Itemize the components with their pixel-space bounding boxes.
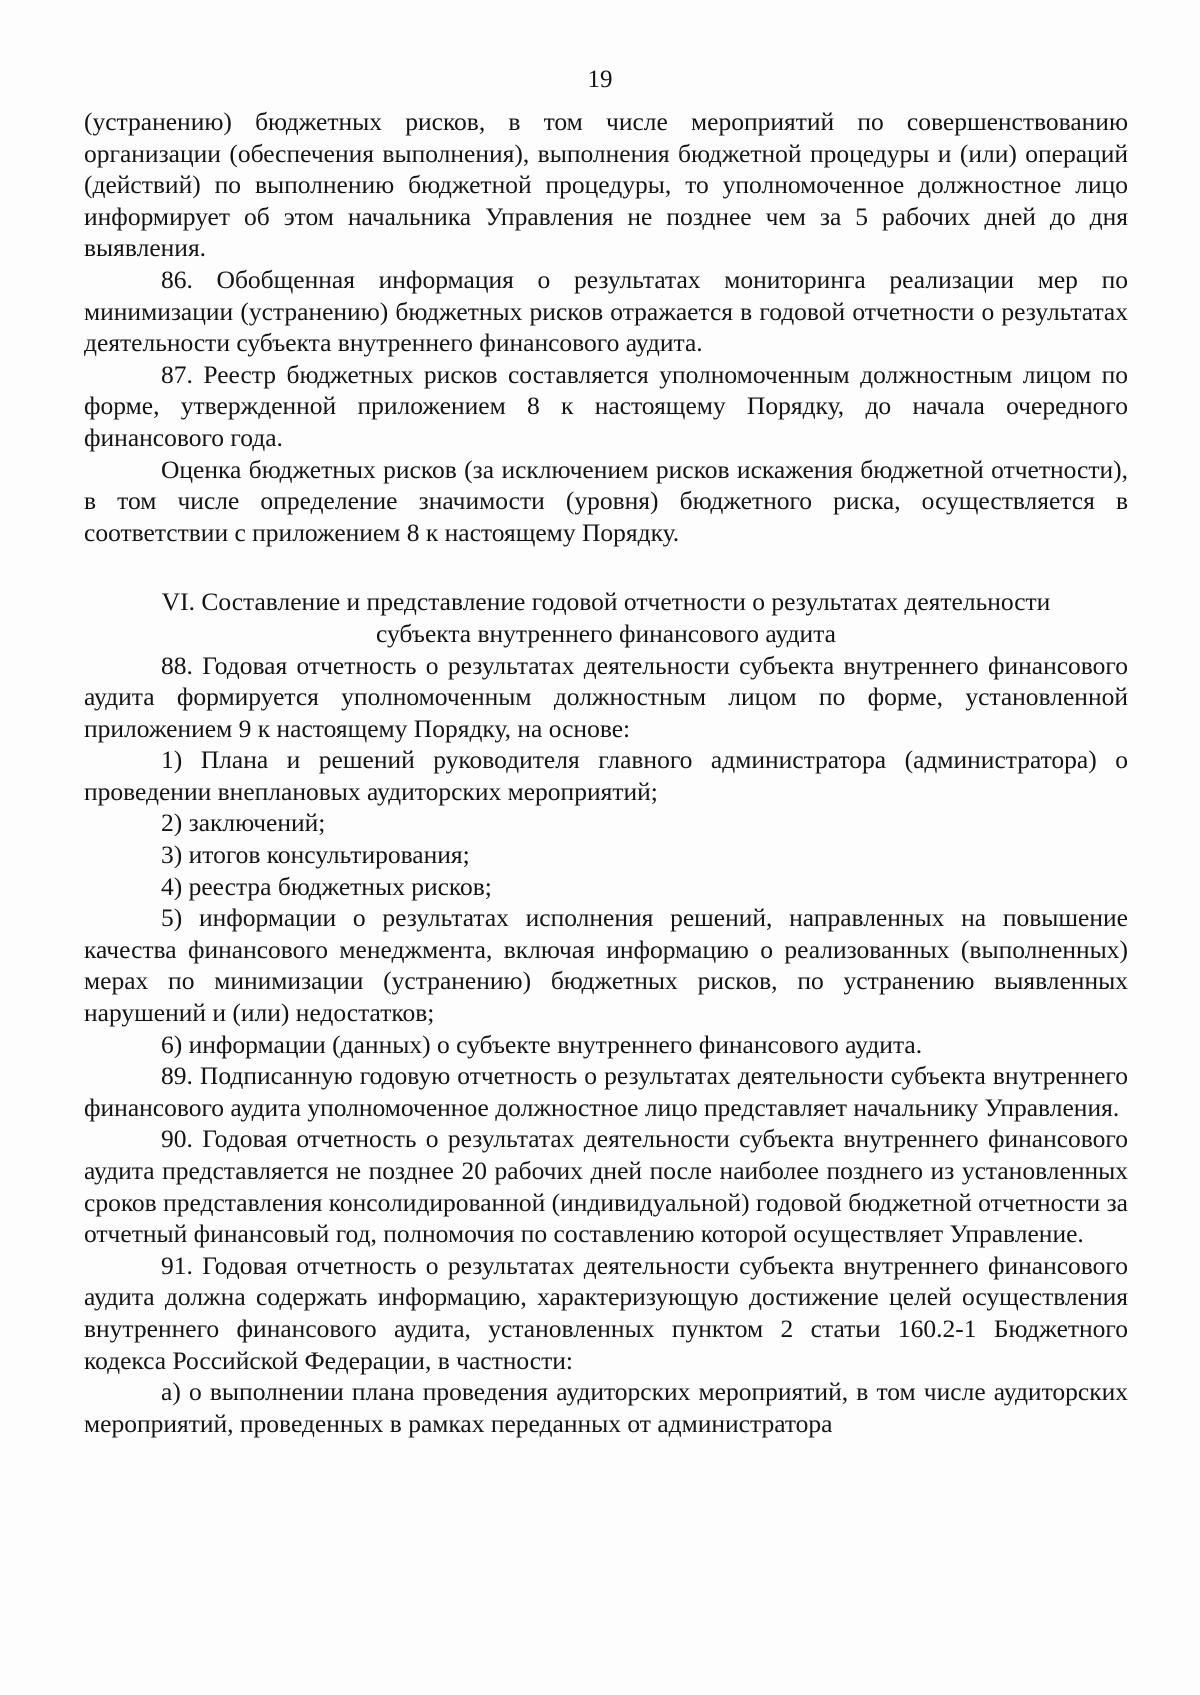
paragraph-88: 88. Годовая отчетность о результатах деятельности субъекта внутреннего финансового аудита формируется уполномоченным должностным лицом по форме, установленной приложением 9 к настоящему Порядку, на основе:	[84, 650, 1128, 743]
list-item-3: 3) итогов консультирования;	[161, 840, 470, 870]
list-item-1: 1) Плана и решений руководителя главного администратора (администратора) о проведении внеплановых аудиторских мероприятий;	[84, 745, 1128, 806]
paragraph-86: 86. Обобщенная информация о результатах мониторинга реализации мер по минимизации (устранению) бюджетных рисков отражается в годовой отчетности о результатах деятельности субъекта внутреннего финансового аудита.	[84, 264, 1128, 358]
paragraph-continuation: (устранению) бюджетных рисков, в том числе мероприятий по совершенствованию организации (обеспечения выполнения), выполнения бюджетной процедуры и (или) операций (действий) по выполнению бюджетной процедуры, то уполномоченное должностное лицо информирует об этом начальника Управления не позднее чем за 5 рабочих дней до дня выявления.	[84, 107, 1128, 263]
paragraph-91: 91. Годовая отчетность о результатах деятельности субъекта внутреннего финансового аудита должна содержать информацию, характеризующую достижение целей осуществления внутреннего финансового аудита, установленных пунктом 2 статьи 160.2-1 Бюджетного кодекса Российской Федерации, в частности:	[84, 1250, 1128, 1375]
document-body	[84, 106, 1128, 1439]
section-heading-line-2: субъекта внутреннего финансового аудита	[376, 618, 836, 648]
list-item-6: 6) информации (данных) о субъекте внутреннего финансового аудита.	[161, 1029, 923, 1059]
sub-item-a: а) о выполнении плана проведения аудиторских мероприятий, в том числе аудиторских мероприятий, проведенных в рамках переданных от администратора	[84, 1377, 1128, 1438]
paragraph-risk-assessment: Оценка бюджетных рисков (за исключением рисков искажения бюджетной отчетности), в том числе определение значимости (уровня) бюджетного риска, осуществляется в соответствии с приложением 8 к настоящему Порядку.	[84, 454, 1128, 547]
section-heading-line-1: VI. Составление и представление годовой отчетности о результатах деятельности	[161, 587, 1051, 617]
paragraph-89: 89. Подписанную годовую отчетность о результатах деятельности субъекта внутреннего финансового аудита уполномоченное должностное лицо представляет начальнику Управления.	[84, 1061, 1128, 1122]
page-number: 19	[587, 66, 613, 93]
paragraph-87: 87. Реестр бюджетных рисков составляется уполномоченным должностным лицом по форме, утвержденной приложением 8 к настоящему Порядку, до начала очередного финансового года.	[84, 359, 1128, 452]
section-heading	[84, 586, 1128, 649]
list-item-5: 5) информации о результатах исполнения решений, направленных на повышение качества финансового менеджмента, включая информацию о реализованных (выполненных) мерах по минимизации (устранению) бюджетных рисков, по устранению выявленных нарушений и (или) недостатков;	[84, 903, 1128, 1028]
list-item-2: 2) заключений;	[161, 808, 326, 838]
paragraph-90: 90. Годовая отчетность о результатах деятельности субъекта внутреннего финансового аудита представляется не позднее 20 рабочих дней после наиболее позднего из установленных сроков представления консолидированной (индивидуальной) годовой бюджетной отчетности за отчетный финансовый год, полномочия по составлению которой осуществляет Управление.	[84, 1124, 1128, 1249]
list-item-4: 4) реестра бюджетных рисков;	[161, 871, 492, 901]
